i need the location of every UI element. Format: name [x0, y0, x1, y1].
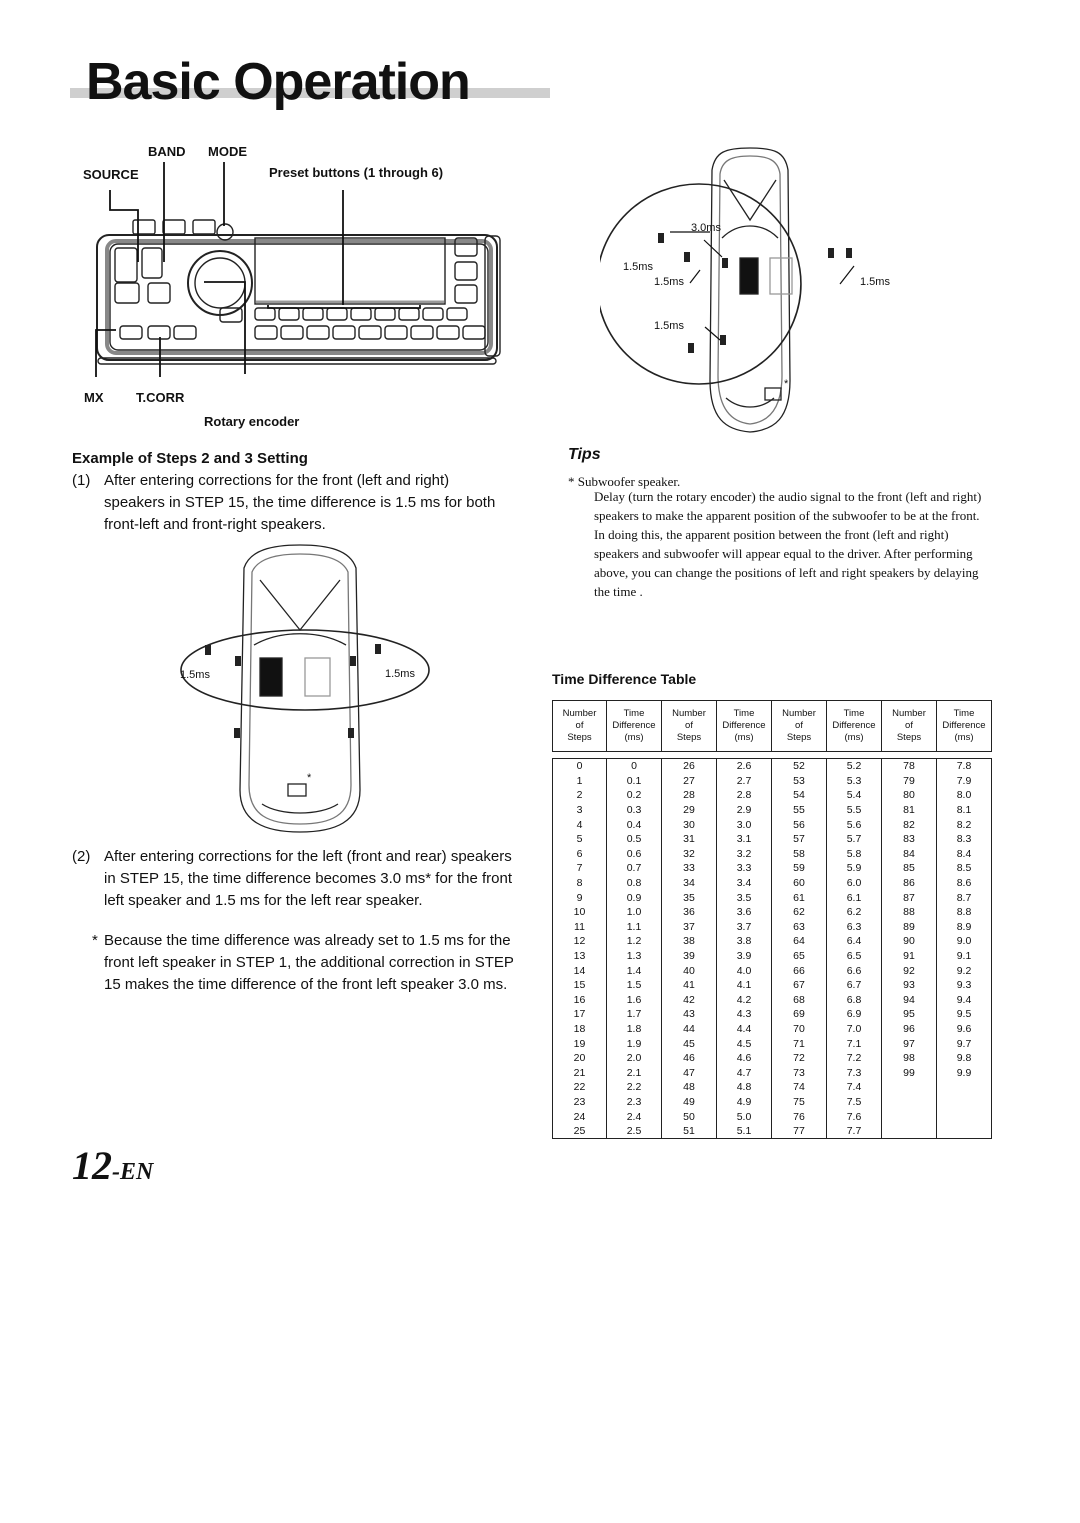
table-cell: 89: [882, 920, 937, 935]
col-steps-2: Number of Steps: [662, 701, 717, 752]
table-row: [553, 1007, 992, 1022]
mx-label: MX: [84, 390, 104, 405]
table-cell: 1.3: [607, 949, 662, 964]
mode-label: MODE: [208, 144, 247, 159]
table-cell: 6.5: [827, 949, 882, 964]
table-cell: [937, 1080, 992, 1095]
table-cell: 7.1: [827, 1036, 882, 1051]
table-cell: 88: [882, 905, 937, 920]
table-row: [553, 949, 992, 964]
subwoofer-star: *: [784, 378, 789, 390]
table-cell: 7.7: [827, 1124, 882, 1139]
delay-label-3ms: 3.0ms: [691, 222, 721, 234]
table-cell: 17: [553, 1007, 607, 1022]
table-cell: 2: [553, 788, 607, 803]
delay-label-rear-left: 1.5ms: [654, 320, 684, 332]
table-cell: 8.7: [937, 890, 992, 905]
table-cell: 6.3: [827, 920, 882, 935]
table-cell: 18: [553, 1022, 607, 1037]
table-cell: 4.3: [717, 1007, 772, 1022]
table-cell: 95: [882, 1007, 937, 1022]
table-cell: 2.4: [607, 1109, 662, 1124]
table-cell: 5.2: [827, 759, 882, 774]
table-row: [553, 920, 992, 935]
table-cell: 85: [882, 861, 937, 876]
table-cell: 4.0: [717, 963, 772, 978]
table-cell: 3.1: [717, 832, 772, 847]
table-row: [553, 817, 992, 832]
table-cell: 99: [882, 1065, 937, 1080]
table-row: [553, 1051, 992, 1066]
table-cell: 6.9: [827, 1007, 882, 1022]
table-row: [553, 861, 992, 876]
table-cell: 0.7: [607, 861, 662, 876]
table-row: [553, 890, 992, 905]
table-cell: 5.7: [827, 832, 882, 847]
table-cell: 1.2: [607, 934, 662, 949]
table-cell: 0: [607, 759, 662, 774]
table-cell: 68: [772, 993, 827, 1008]
rotary-encoder-label: Rotary encoder: [204, 414, 300, 429]
table-cell: 5.5: [827, 803, 882, 818]
table-cell: 40: [662, 963, 717, 978]
table-cell: 52: [772, 759, 827, 774]
table-cell: 1.6: [607, 993, 662, 1008]
example-note-text: Because the time difference was already set to 1.5 ms for the front left speaker in STEP 1, the additional correction in STEP 15 makes the time difference of the front left speaker 3.0 ms.: [104, 932, 514, 993]
table-cell: 8.5: [937, 861, 992, 876]
table-cell: 39: [662, 949, 717, 964]
table-cell: 8: [553, 876, 607, 891]
table-cell: [882, 1124, 937, 1139]
table-cell: 92: [882, 963, 937, 978]
table-cell: 7.8: [937, 759, 992, 774]
table-cell: 26: [662, 759, 717, 774]
table-cell: 54: [772, 788, 827, 803]
tips-subwoofer-line: * Subwoofer speaker.: [568, 474, 681, 489]
example-note-star: *: [92, 932, 98, 949]
table-cell: 7.0: [827, 1022, 882, 1037]
table-cell: 4.8: [717, 1080, 772, 1095]
table-cell: 49: [662, 1095, 717, 1110]
col-steps-1: Number of Steps: [553, 701, 607, 752]
table-cell: 9.8: [937, 1051, 992, 1066]
table-cell: 46: [662, 1051, 717, 1066]
table-cell: 5.6: [827, 817, 882, 832]
table-cell: 3.5: [717, 890, 772, 905]
table-cell: 69: [772, 1007, 827, 1022]
table-cell: [937, 1124, 992, 1139]
table-cell: 4.6: [717, 1051, 772, 1066]
table-cell: 0.9: [607, 890, 662, 905]
table-cell: 11: [553, 920, 607, 935]
table-cell: 9.5: [937, 1007, 992, 1022]
table-cell: 70: [772, 1022, 827, 1037]
table-cell: 3.0: [717, 817, 772, 832]
table-cell: 20: [553, 1051, 607, 1066]
table-cell: 6.7: [827, 978, 882, 993]
table-cell: 8.0: [937, 788, 992, 803]
table-cell: 59: [772, 861, 827, 876]
table-cell: 51: [662, 1124, 717, 1139]
table-cell: 0.8: [607, 876, 662, 891]
table-cell: 8.8: [937, 905, 992, 920]
table-cell: 4.7: [717, 1065, 772, 1080]
time-table-heading: Time Difference Table: [552, 671, 697, 687]
table-cell: 3.7: [717, 920, 772, 935]
mid-delay-label-right: 1.5ms: [385, 668, 415, 680]
table-cell: 75: [772, 1095, 827, 1110]
table-cell: 31: [662, 832, 717, 847]
example-item2-text: After entering corrections for the left (front and rear) speakers in STEP 15, the time difference becomes 3.0 ms* for the front left speaker and 1.5 ms for the left rear speaker.: [104, 848, 512, 909]
table-cell: 7.6: [827, 1109, 882, 1124]
table-cell: 9.4: [937, 993, 992, 1008]
table-cell: 8.4: [937, 847, 992, 862]
table-row: [553, 1036, 992, 1051]
table-cell: 0.6: [607, 847, 662, 862]
table-cell: 6.6: [827, 963, 882, 978]
table-cell: 1: [553, 774, 607, 789]
table-cell: 72: [772, 1051, 827, 1066]
table-cell: 2.7: [717, 774, 772, 789]
table-cell: 66: [772, 963, 827, 978]
table-cell: 9.0: [937, 934, 992, 949]
table-cell: 6.4: [827, 934, 882, 949]
table-cell: 30: [662, 817, 717, 832]
col-time-1: Time Difference (ms): [607, 701, 662, 752]
table-cell: 3.8: [717, 934, 772, 949]
tips-heading: Tips: [568, 446, 601, 463]
table-cell: 7.5: [827, 1095, 882, 1110]
example-heading: Example of Steps 2 and 3 Setting: [72, 450, 308, 467]
table-cell: 9.6: [937, 1022, 992, 1037]
table-cell: 3.3: [717, 861, 772, 876]
example-item2-number: (2): [72, 848, 91, 865]
table-cell: 96: [882, 1022, 937, 1037]
table-row: [553, 1022, 992, 1037]
page-number-digits: 12: [72, 1143, 112, 1188]
table-cell: 0.5: [607, 832, 662, 847]
table-cell: 5: [553, 832, 607, 847]
table-cell: 41: [662, 978, 717, 993]
table-cell: 14: [553, 963, 607, 978]
table-cell: 0.2: [607, 788, 662, 803]
table-row: [553, 993, 992, 1008]
table-cell: 21: [553, 1065, 607, 1080]
table-row: [553, 1124, 992, 1139]
table-cell: 79: [882, 774, 937, 789]
table-cell: 6.0: [827, 876, 882, 891]
table-cell: 74: [772, 1080, 827, 1095]
table-cell: 5.0: [717, 1109, 772, 1124]
table-cell: 37: [662, 920, 717, 935]
mid-delay-label-left: 1.5ms: [180, 669, 210, 681]
table-cell: 2.3: [607, 1095, 662, 1110]
table-cell: 9.2: [937, 963, 992, 978]
table-cell: 58: [772, 847, 827, 862]
table-header-row: [553, 701, 992, 752]
table-row: [553, 1065, 992, 1080]
table-cell: 1.0: [607, 905, 662, 920]
table-cell: [882, 1080, 937, 1095]
table-cell: 63: [772, 920, 827, 935]
car-middle-drawing: [170, 540, 440, 840]
table-cell: 62: [772, 905, 827, 920]
table-cell: 2.9: [717, 803, 772, 818]
table-cell: [882, 1109, 937, 1124]
table-cell: 8.3: [937, 832, 992, 847]
table-row: [553, 963, 992, 978]
time-difference-table-wrap: [552, 700, 992, 1139]
table-cell: 91: [882, 949, 937, 964]
table-cell: 84: [882, 847, 937, 862]
table-cell: 2.6: [717, 759, 772, 774]
table-cell: 4.9: [717, 1095, 772, 1110]
band-label: BAND: [148, 144, 186, 159]
table-cell: 8.9: [937, 920, 992, 935]
table-cell: 50: [662, 1109, 717, 1124]
table-cell: 83: [882, 832, 937, 847]
table-cell: 1.9: [607, 1036, 662, 1051]
table-row: [553, 905, 992, 920]
table-cell: 3: [553, 803, 607, 818]
table-cell: 1.1: [607, 920, 662, 935]
table-cell: 6.1: [827, 890, 882, 905]
table-cell: 42: [662, 993, 717, 1008]
table-cell: 3.9: [717, 949, 772, 964]
car-diagram-middle: [170, 540, 440, 840]
table-cell: 67: [772, 978, 827, 993]
table-cell: 9: [553, 890, 607, 905]
delay-label-front-right: 1.5ms: [860, 276, 890, 288]
table-cell: 6.2: [827, 905, 882, 920]
table-cell: 71: [772, 1036, 827, 1051]
table-cell: 82: [882, 817, 937, 832]
table-cell: 47: [662, 1065, 717, 1080]
table-row: [553, 934, 992, 949]
table-cell: 81: [882, 803, 937, 818]
col-time-3: Time Difference (ms): [827, 701, 882, 752]
table-row: [553, 978, 992, 993]
table-cell: 57: [772, 832, 827, 847]
table-cell: 6.8: [827, 993, 882, 1008]
table-cell: 7: [553, 861, 607, 876]
table-cell: 27: [662, 774, 717, 789]
table-row: [553, 1080, 992, 1095]
table-cell: 5.8: [827, 847, 882, 862]
table-row: [553, 788, 992, 803]
car-top-drawing: [600, 140, 900, 440]
table-cell: 2.0: [607, 1051, 662, 1066]
col-steps-4: Number of Steps: [882, 701, 937, 752]
table-row: [553, 803, 992, 818]
table-cell: 8.6: [937, 876, 992, 891]
mid-subwoofer-star: *: [307, 772, 312, 784]
table-row: [553, 1095, 992, 1110]
table-cell: 22: [553, 1080, 607, 1095]
table-cell: 13: [553, 949, 607, 964]
col-time-2: Time Difference (ms): [717, 701, 772, 752]
table-cell: 25: [553, 1124, 607, 1139]
table-cell: 87: [882, 890, 937, 905]
table-cell: 0.3: [607, 803, 662, 818]
car-diagram-top: [600, 140, 900, 440]
table-cell: 94: [882, 993, 937, 1008]
table-cell: 77: [772, 1124, 827, 1139]
table-cell: 9.7: [937, 1036, 992, 1051]
table-cell: 2.8: [717, 788, 772, 803]
table-cell: 64: [772, 934, 827, 949]
table-cell: 7.3: [827, 1065, 882, 1080]
table-cell: 9.1: [937, 949, 992, 964]
table-cell: 38: [662, 934, 717, 949]
tips-body: Delay (turn the rotary encoder) the audio signal to the front (left and right) speakers to make the apparent position of the subwoofer to be at the front. In doing this, the apparent position between the front (left and right) speakers and subwoofer will appear equal to the driver. After performing above, you can change the positions of left and right speakers by delaying the time .: [594, 489, 982, 599]
table-cell: 1.5: [607, 978, 662, 993]
table-cell: 5.9: [827, 861, 882, 876]
table-cell: 24: [553, 1109, 607, 1124]
page-number: [72, 1142, 153, 1189]
table-cell: 35: [662, 890, 717, 905]
table-row: [553, 1109, 992, 1124]
table-cell: 45: [662, 1036, 717, 1051]
table-cell: 7.4: [827, 1080, 882, 1095]
table-cell: 7.2: [827, 1051, 882, 1066]
table-row: [553, 774, 992, 789]
table-cell: 3.4: [717, 876, 772, 891]
table-cell: 19: [553, 1036, 607, 1051]
table-cell: 36: [662, 905, 717, 920]
table-cell: 1.7: [607, 1007, 662, 1022]
table-cell: 73: [772, 1065, 827, 1080]
table-cell: 97: [882, 1036, 937, 1051]
table-cell: 4.4: [717, 1022, 772, 1037]
table-cell: 60: [772, 876, 827, 891]
table-cell: 1.4: [607, 963, 662, 978]
table-cell: 44: [662, 1022, 717, 1037]
table-cell: 98: [882, 1051, 937, 1066]
table-cell: 5.4: [827, 788, 882, 803]
delay-label-front-left: 1.5ms: [623, 261, 653, 273]
table-cell: 5.3: [827, 774, 882, 789]
table-cell: 0.1: [607, 774, 662, 789]
table-cell: 86: [882, 876, 937, 891]
table-cell: 9.3: [937, 978, 992, 993]
page-title: Basic Operation: [86, 53, 470, 111]
table-cell: 4: [553, 817, 607, 832]
table-row: [553, 847, 992, 862]
time-difference-table: [552, 700, 992, 1139]
table-cell: 4.2: [717, 993, 772, 1008]
table-cell: 53: [772, 774, 827, 789]
tcorr-label: T.CORR: [136, 390, 185, 405]
table-cell: 76: [772, 1109, 827, 1124]
table-cell: 48: [662, 1080, 717, 1095]
table-cell: 10: [553, 905, 607, 920]
table-cell: 6: [553, 847, 607, 862]
table-cell: 3.2: [717, 847, 772, 862]
table-cell: 5.1: [717, 1124, 772, 1139]
col-steps-3: Number of Steps: [772, 701, 827, 752]
table-cell: 33: [662, 861, 717, 876]
delay-label-left-inner: 1.5ms: [654, 276, 684, 288]
table-row: [553, 759, 992, 774]
table-cell: 15: [553, 978, 607, 993]
table-row: [553, 832, 992, 847]
table-cell: 8.2: [937, 817, 992, 832]
table-cell: 2.1: [607, 1065, 662, 1080]
table-cell: 93: [882, 978, 937, 993]
table-cell: 55: [772, 803, 827, 818]
table-cell: 9.9: [937, 1065, 992, 1080]
table-cell: 16: [553, 993, 607, 1008]
table-cell: 32: [662, 847, 717, 862]
table-cell: [882, 1095, 937, 1110]
table-cell: 4.1: [717, 978, 772, 993]
table-cell: 23: [553, 1095, 607, 1110]
table-cell: 90: [882, 934, 937, 949]
table-cell: 8.1: [937, 803, 992, 818]
table-cell: 4.5: [717, 1036, 772, 1051]
table-cell: 29: [662, 803, 717, 818]
table-cell: 65: [772, 949, 827, 964]
table-row: [553, 876, 992, 891]
table-cell: 3.6: [717, 905, 772, 920]
source-label: SOURCE: [83, 167, 139, 182]
table-cell: 56: [772, 817, 827, 832]
preset-buttons-label: Preset buttons (1 through 6): [269, 165, 444, 180]
table-cell: 61: [772, 890, 827, 905]
table-cell: 2.5: [607, 1124, 662, 1139]
table-cell: 7.9: [937, 774, 992, 789]
table-cell: 0: [553, 759, 607, 774]
table-cell: 1.8: [607, 1022, 662, 1037]
table-cell: 12: [553, 934, 607, 949]
table-cell: 80: [882, 788, 937, 803]
page-number-suffix: -EN: [112, 1159, 154, 1185]
table-cell: [937, 1095, 992, 1110]
example-item1-text: After entering corrections for the front (left and right) speakers in STEP 15, the time difference is 1.5 ms for both front-left and front-right speakers.: [104, 472, 496, 533]
example-item1-number: (1): [72, 472, 91, 489]
head-unit-diagram: [80, 140, 540, 435]
col-time-4: Time Difference (ms): [937, 701, 992, 752]
table-cell: 78: [882, 759, 937, 774]
table-cell: 43: [662, 1007, 717, 1022]
table-cell: 28: [662, 788, 717, 803]
table-cell: [937, 1109, 992, 1124]
table-cell: 2.2: [607, 1080, 662, 1095]
table-cell: 0.4: [607, 817, 662, 832]
table-cell: 34: [662, 876, 717, 891]
